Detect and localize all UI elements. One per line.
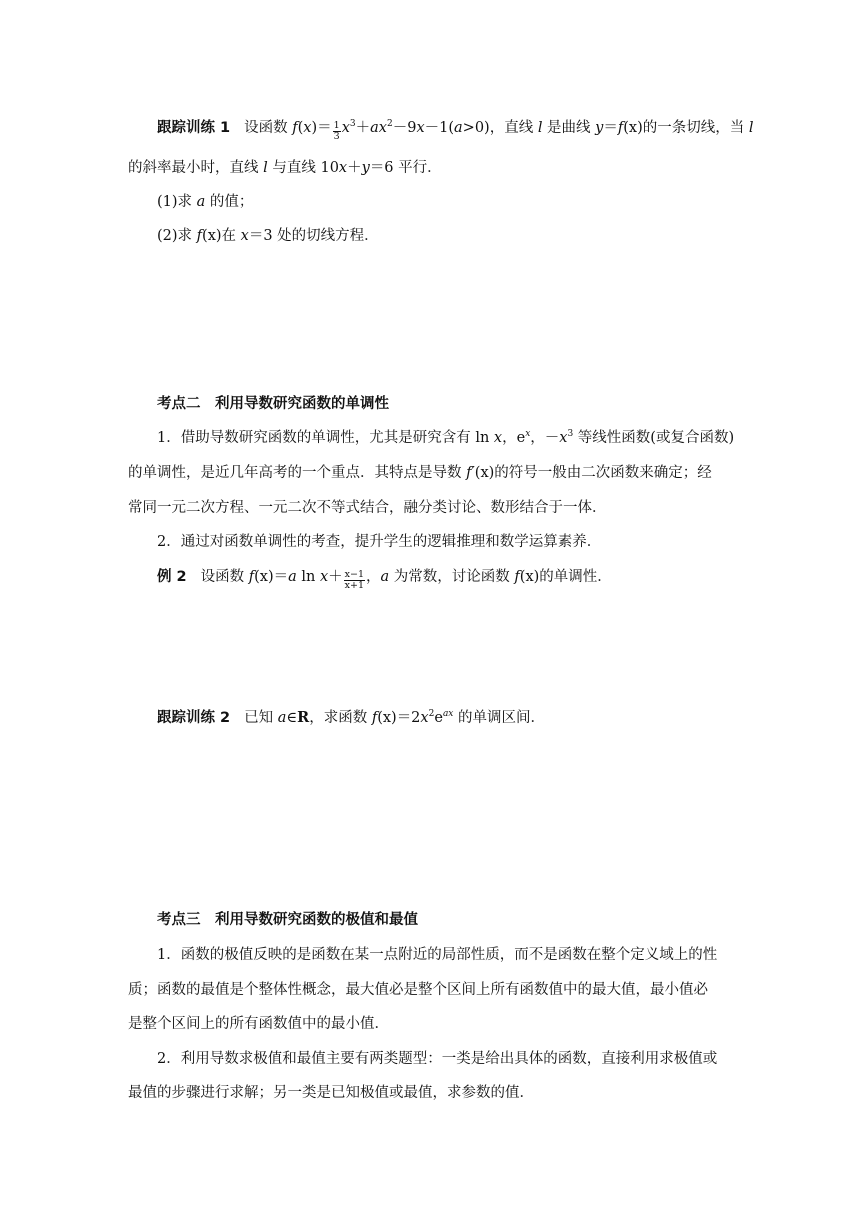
frac-den: x+1 [344,580,365,591]
exercise1-text: 与直线 10 [267,160,339,176]
arg-x: (x) [519,569,540,585]
func-f: f [196,228,203,244]
comma: ， [366,569,381,585]
exercise1-text: ＝6 平行． [369,160,442,176]
func-f-prime: f′ [466,465,475,481]
func-f: f [292,120,298,136]
section3-p2-line1: 2．利用导数求极值和最值主要有两类题型：一类是给出具体的函数，直接利用求极值或 [157,1051,718,1067]
question-text: 的值； [205,194,254,210]
question-text: ＝3 处的切线方程． [248,228,379,244]
exponent: 2 [428,709,435,719]
exercise1-text: 的一条切线，当 [642,120,749,136]
example2-label: 例 2 [157,569,187,585]
section3-p2-line2: 最值的步骤进行求解；另一类是已知极值或最值，求参数的值． [128,1085,534,1101]
func-f: f [514,569,520,585]
var-l: l [263,160,268,176]
exercise1-text: 设函数 [244,120,293,136]
equals: ＝ [273,569,289,585]
condition: >0)，直线 [462,120,538,136]
section2-title: 考点二 利用导数研究函数的单调性 [157,396,389,412]
exercise-text: ，求函数 [309,710,372,726]
section2-p1-line1 [157,428,734,448]
para-text: 1．借助导数研究函数的单调性，尤其是研究含有 ln [157,430,494,446]
question-text: (2)求 [157,228,197,244]
exponent: 3 [567,429,574,439]
exponent: 2 [386,119,393,129]
question-text: (1)求 [157,194,197,210]
var-y: y [595,120,604,136]
var-x: x [338,160,348,176]
equals: ＝ [603,120,618,136]
var-y: y [361,160,370,176]
para-text: 的单调性，是近几年高考的一个重点．其特点是导数 [128,465,467,481]
var-x: x [493,430,503,446]
exercise1-question2 [157,226,379,246]
fraction-one-third [333,121,341,142]
section2-p1-line2 [128,463,712,483]
arg-x: (x) [623,120,643,136]
exercise1-text: 是曲线 [542,120,596,136]
var-a: a [196,194,206,210]
var-a: a [288,569,297,585]
exercise-text: 已知 [244,710,278,726]
plus: ＋ [355,120,371,136]
exponent: x [525,429,531,439]
var-a: a [380,569,390,585]
ln: ln [296,569,320,585]
var-l: l [537,120,543,136]
var-x: x [416,120,425,136]
var-l: l [748,120,754,136]
func-f: f [248,569,255,585]
fraction-x-minus-1-over-x-plus-1 [344,570,365,591]
exercise1-question1 [157,192,253,212]
var-a: a [277,710,287,726]
paren: ( [297,120,304,136]
var-a: a [454,120,463,136]
minus-term: －1( [424,120,455,136]
plus: ＋ [328,569,343,585]
exercise2-line [157,708,545,728]
para-text: ，e [502,430,526,446]
frac-den: 3 [333,131,340,142]
arg-x: (x) [202,228,222,244]
var-x: x [240,228,249,244]
question-text: 在 [221,228,241,244]
example2-line [157,567,612,591]
example-text: 为常数，讨论函数 [389,569,515,585]
section2-p2: 2．通过对函数单调性的考查，提升学生的逻辑推理和数学运算素养． [157,534,602,550]
arg-x: (x) [377,710,397,726]
var-x: x [420,710,429,726]
arg-x: (x) [254,569,274,585]
frac-num: x−1 [344,569,365,580]
example-text: 的单调性． [539,569,612,585]
plus: ＋ [347,160,362,176]
exponent: ax [442,709,454,719]
exponent: 3 [349,119,356,129]
exercise1-text: 的斜率最小时，直线 [128,160,264,176]
var-x: x [341,120,350,136]
var-a: a [370,120,379,136]
var-x: x [303,120,312,136]
section3-p1-line2: 质；函数的最值是个整体性概念，最大值必是整个区间上所有函数值中的最大值，最小值必 [128,982,708,998]
func-f: f [371,710,378,726]
exercise1-label: 跟踪训练 1 [157,120,231,136]
func-f: f [617,120,624,136]
equals: )＝ [311,120,332,136]
section3-p1-line3: 是整个区间上的所有函数值中的最小值． [128,1016,389,1032]
section3-p1-line1: 1．函数的极值反映的是函数在某一点附近的局部性质，而不是函数在整个定义域上的性 [157,947,718,963]
exercise2-label: 跟踪训练 2 [157,710,231,726]
exercise-text: 的单调区间． [453,710,545,726]
minus-term: －9 [392,120,417,136]
example-text: 设函数 [200,569,249,585]
exercise1-line2 [128,158,442,178]
euler-e: e [434,710,443,726]
para-text: 的符号一般由二次函数来确定；经 [494,465,712,481]
var-x: x [559,430,568,446]
element-of: ∈ [286,710,298,726]
frac-num: 1 [333,120,340,131]
para-text: ，－ [530,430,560,446]
section2-p1-line3: 常同一元二次方程、一元二次不等式结合，融分类讨论、数形结合于一体． [128,500,607,516]
arg-x: (x) [474,465,495,481]
var-x: x [378,120,387,136]
reals-symbol: R [297,709,310,726]
section3-title: 考点三 利用导数研究函数的极值和最值 [157,912,418,928]
var-x: x [319,569,329,585]
exercise1-line1 [157,118,754,142]
equals: ＝2 [396,710,421,726]
para-text: 等线性函数(或复合函数) [573,430,735,446]
